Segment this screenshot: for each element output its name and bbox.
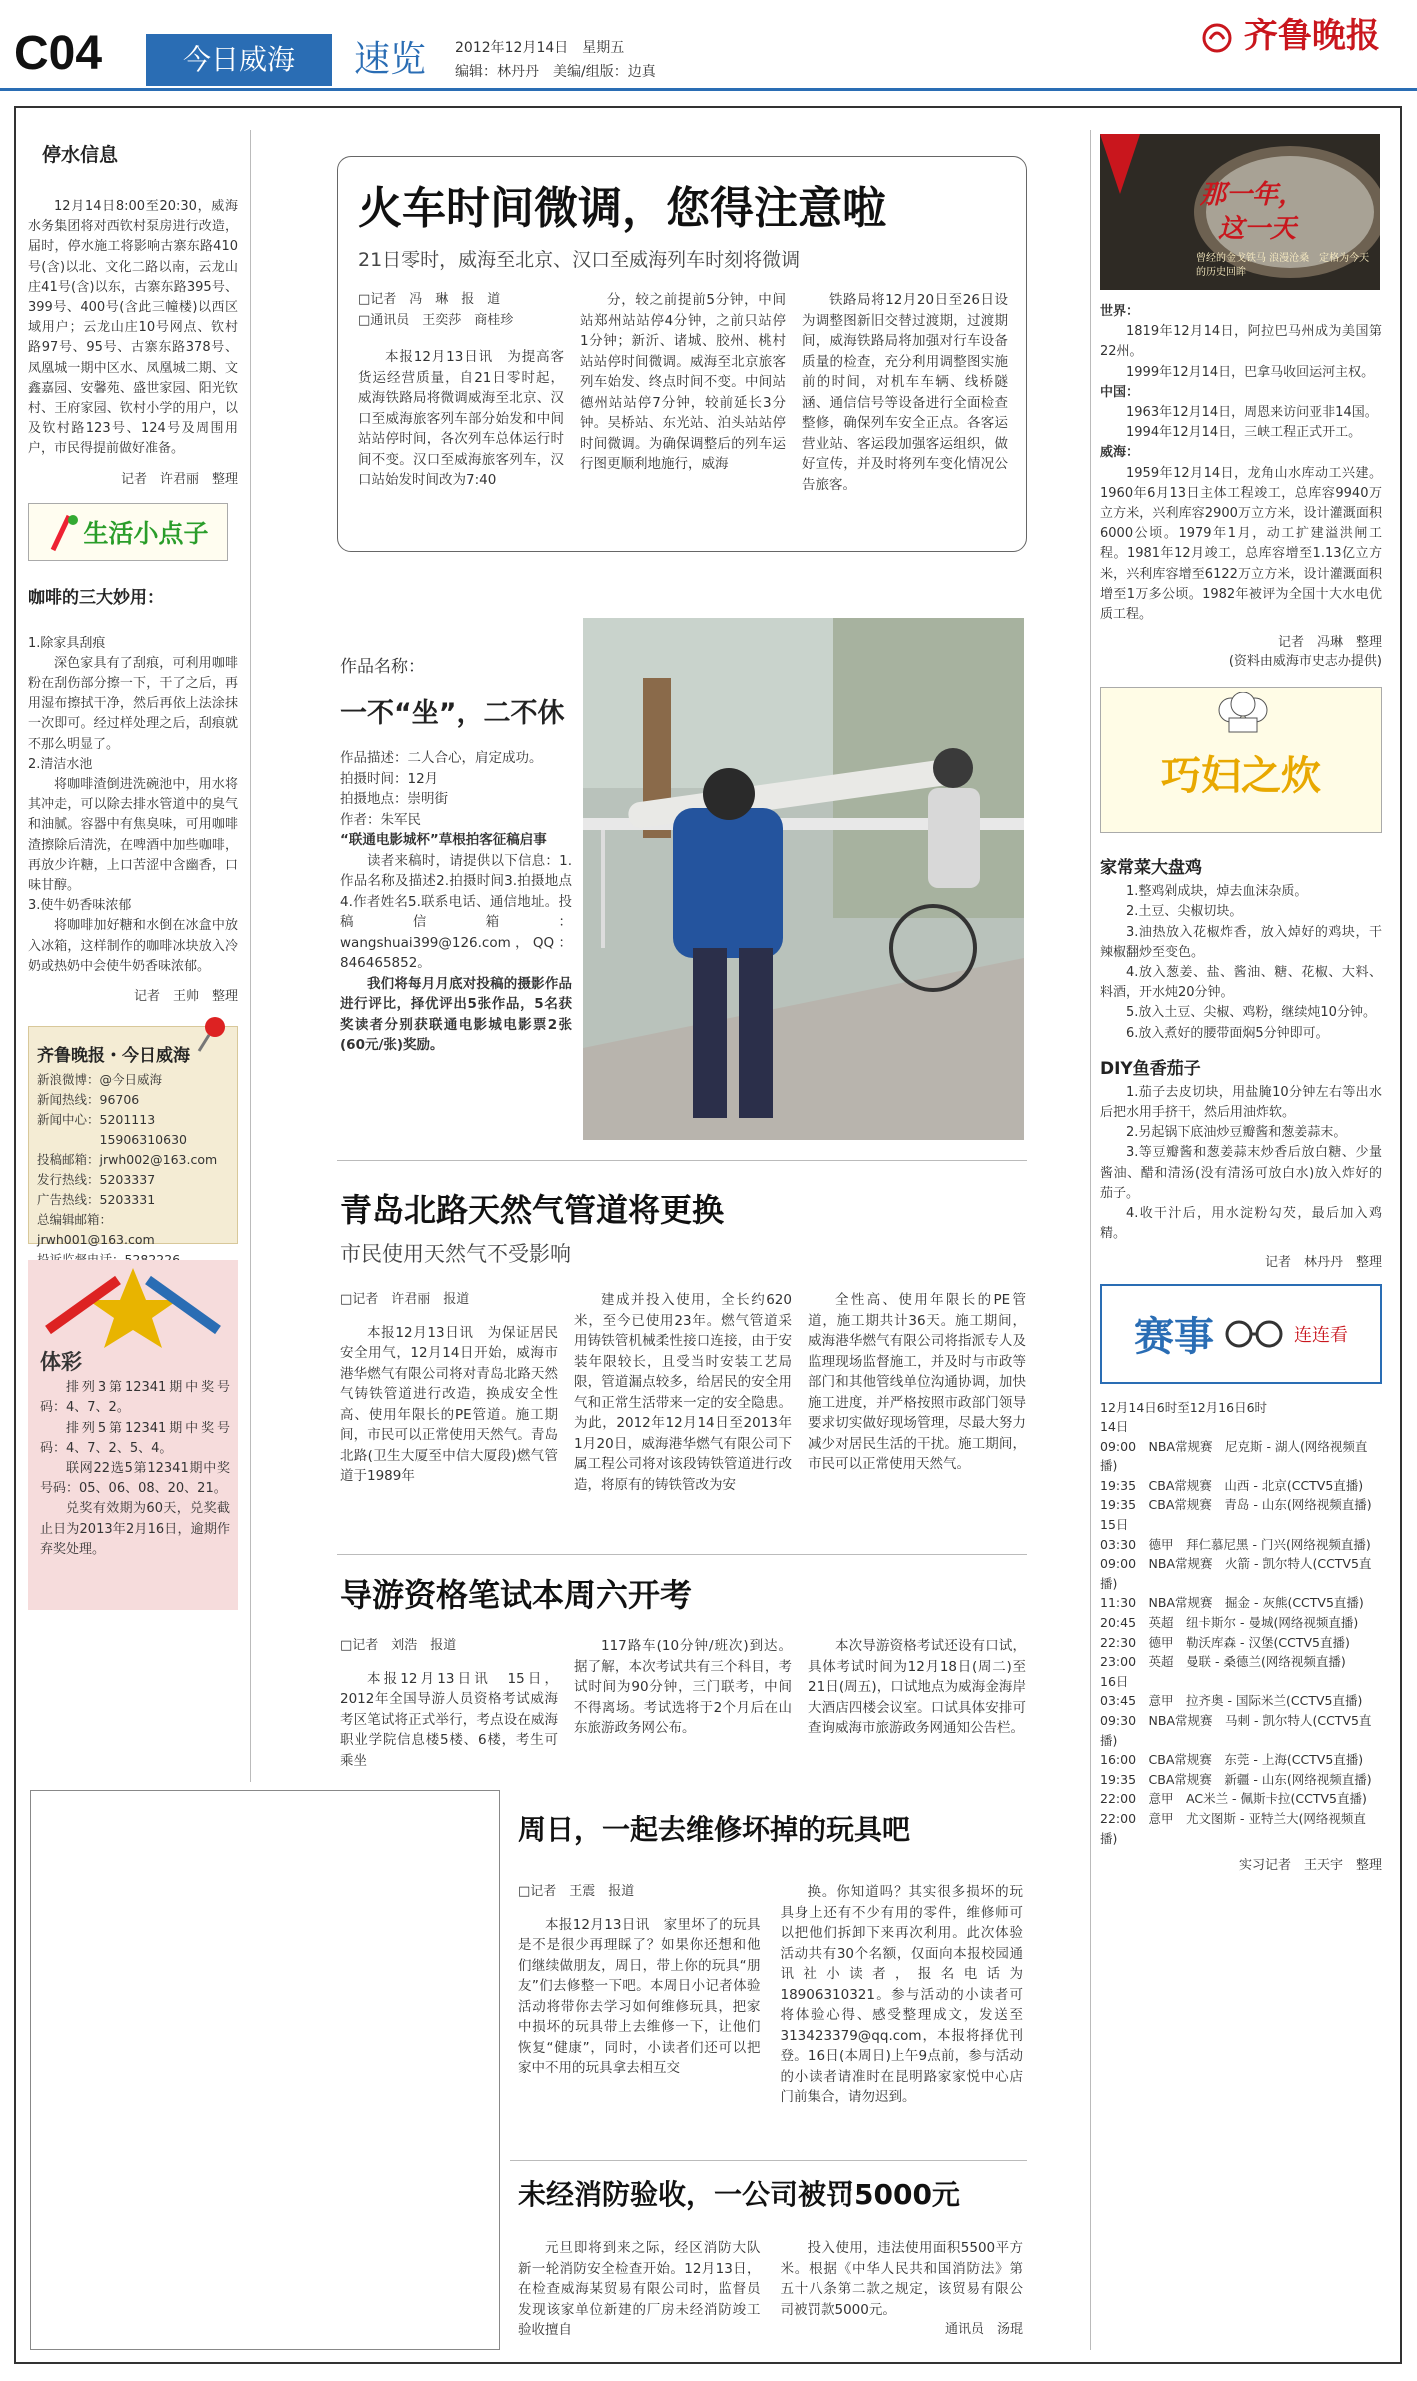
lottery-body: 排列3第12341期中奖号码：4、7、2。 排列5第12341期中奖号码：4、7、2、5、4。 联网22选5第12341期中奖号码：05、06、08、20、21。 兑奖有效期为60天，兑奖截止日为2013年2月16日，逾期作弃奖处理。 xyxy=(40,1380,230,1557)
logo-swirl-icon xyxy=(1202,23,1232,53)
history-byline: 记者 冯琳 整理 xyxy=(1277,635,1382,651)
gas-headline: 青岛北路天然气管道将更换 xyxy=(340,1191,725,1229)
photo-label: 作品名称： xyxy=(340,657,425,677)
issue-date: 2012年12月14日 星期五 xyxy=(455,40,625,56)
fire-col-2: 投入使用，违法使用面积5500平方米。根据《中华人民共和国消防法》第五十八条第二款之规定，该贸易有限公司被罚款5000元。 通讯员 汤琨 xyxy=(780,2240,1023,2337)
guide-col-1: □记者 刘浩 报道 本报12月13日讯 15日，2012年全国导游人员资格考试威海考区笔试将正式举行，考点设在威海职业学院信息楼5楼、6楼，考生可乘坐 xyxy=(340,1638,558,1769)
schedule-row: 03:45 意甲 拉齐奥 - 国际米兰(CCTV5直播) xyxy=(1100,1693,1363,1709)
dish2-steps: 1.茄子去皮切块，用盐腌10分钟左右等出水后把水用手挤干，然后用油炸软。 2.另起锅下底油炒豆瓣酱和葱姜蒜末。 3.等豆瓣酱和葱姜蒜末炒香后放白糖、少量酱油、醋和清汤(没有清汤可放白水)放入炸好的茄子。 4.收干汁后，用水淀粉勾芡，最后加入鸡精。 xyxy=(1100,1084,1382,1242)
guide-headline: 导游资格笔试本周六开考 xyxy=(340,1576,693,1614)
history-source: (资料由威海市史志办提供) xyxy=(1228,654,1382,670)
contact-title: 齐鲁晚报・今日威海 xyxy=(37,1046,190,1067)
schedule-row: 14日 xyxy=(1100,1419,1129,1435)
train-headline: 火车时间微调，您得注意啦 xyxy=(358,183,886,234)
street-scene-image xyxy=(583,618,1024,1140)
dish-byline: 记者 林丹丹 整理 xyxy=(1264,1254,1382,1270)
left-divider xyxy=(250,130,251,1782)
guide-top-rule xyxy=(337,1554,1027,1555)
photo-feature-text xyxy=(340,652,572,1132)
schedule-row: 09:00 NBA常规赛 火箭 - 凯尔特人(CCTV5直播) xyxy=(1100,1556,1372,1591)
guide-body xyxy=(340,1636,1026,1776)
fire-headline: 未经消防验收，一公司被罚5000元 xyxy=(518,2178,960,2211)
schedule-row: 22:00 意甲 AC米兰 - 佩斯卡拉(CCTV5直播) xyxy=(1100,1791,1367,1807)
chef-hat-icon xyxy=(1215,692,1271,736)
pencil-figure-icon xyxy=(47,512,83,552)
section-name: 今日威海 xyxy=(146,34,332,86)
photo-info: 作品描述：二人合心，肩定成功。 拍摄时间：12月 拍摄地点：崇明街 作者：朱军民 “联通电影城杯”草根拍客征稿启事 读者来稿时，请提供以下信息：1.作品名称及描述2.拍摄时间3.拍摄地点4.作者姓名5.联系电话、通信地址。投稿信箱：wangshuai399@126.com，QQ：846465852。 我们将每月月底对投稿的摄影作品进行评比，择优评出5张作品，5名获奖读者分别获联通电影城电影票2张(60元/张)奖励。 xyxy=(340,750,572,1053)
schedule-row: 22:30 德甲 勒沃库森 - 汉堡(CCTV5直播) xyxy=(1100,1634,1350,1650)
blank-ad-area xyxy=(30,1790,500,2350)
gas-top-rule xyxy=(337,1160,1027,1161)
pushpin-icon xyxy=(195,1015,231,1055)
schedule-row: 09:30 NBA常规赛 马刺 - 凯尔特人(CCTV5直播) xyxy=(1100,1713,1372,1748)
gas-col-1: □记者 许君丽 报道 本报12月13日讯 为保证居民安全用气，12月14日开始，威海市港华燃气有限公司将对青岛北路天然气铸铁管道进行改造，换成安全性高、使用年限长的PE管道。施工期间，市民可以正常使用天然气。青岛北路(卫生大厦至中信大厦段)燃气管道于1989年 xyxy=(340,1292,558,1484)
header-meta xyxy=(455,36,656,84)
newspaper-logo: 齐鲁晚报 xyxy=(1202,8,1380,57)
coffee-byline: 记者 王帅 整理 xyxy=(133,989,238,1005)
schedule-row: 15日 xyxy=(1100,1517,1129,1533)
toys-body xyxy=(518,1882,1023,2105)
street-photo xyxy=(583,618,1024,1140)
toys-col-1: □记者 王震 报道 本报12月13日讯 家里坏了的玩具是不是很少再理睬了？如果你还想和他们继续做朋友，周日，带上你的玩具“朋友”们去修整一下吧。本周日小记者体验活动将带你去学习如何维修玩具，把家中损坏的玩具带上去维修一下，让他们恢复“健康”，同时，小读者们还可以把家中不用的玩具拿去相互交 xyxy=(518,1884,761,2076)
water-stop-body: 12月14日8:00至20:30，威海水务集团将对西钦村泵房进行改造，届时，停水施工将影响古寨东路410号(含)以北、文化二路以南，云龙山庄41号(含)以东，古寨东路395号、399号、400号(含此三幢楼)以西区域用户；云龙山庄10号网点、钦村路97号、95号、古寨东路378号、凤凰城一期中区水、凤凰城二期、文鑫嘉园、安馨苑、盛世家园、阳光钦村、王府家园、钦村小学的用户，以及钦村路123号、124号及周围用户，市民得提前做好准备。 xyxy=(28,199,238,457)
fire-body xyxy=(518,2238,1023,2338)
schedule-row: 19:35 CBA常规赛 山西 - 北京(CCTV5直播) xyxy=(1100,1477,1364,1493)
gas-col-3: 全性高、使用年限长的PE管道，施工期共计36天。施工期间，威海港华燃气有限公司将指派专人及监理现场监督施工，并及时与市政等部门和其他管线单位沟通协调，加快施工进度，并严格按照市政部门领导要求切实做好现场管理，尽最大努力减少对居民生活的干扰。施工期间，市民可以正常使用天然气。 xyxy=(808,1292,1026,1472)
gas-subhead: 市民使用天然气不受影响 xyxy=(340,1242,571,1266)
gas-body xyxy=(340,1290,1026,1542)
life-tips-logo: 生活小点子 xyxy=(28,503,228,561)
page-header xyxy=(0,0,1417,92)
train-col-2: 分，较之前提前5分钟，中间站郑州站站停4分钟，之前只站停1分钟；新沂、诸城、胶州、桃村站站停时间微调。威海至北京旅客列车始发、终点时间不变。中间站德州站站停7分钟，较前延长3分钟。吴桥站、东光站、泊头站站停时间微调。为确保调整后的列车运行图更顺利地施行，威海 xyxy=(580,292,786,472)
lottery-title: 体彩 xyxy=(40,1350,82,1375)
schedule-row: 19:35 CBA常规赛 新疆 - 山东(网络视频直播) xyxy=(1100,1771,1372,1787)
right-divider xyxy=(1090,130,1091,2350)
schedule-row: 22:00 意甲 尤文图斯 - 亚特兰大(网络视频直播) xyxy=(1100,1810,1366,1846)
coffee-title: 咖啡的三大妙用： xyxy=(28,587,164,608)
coffee-item: 1.除家具刮痕 深色家具有了刮痕，可利用咖啡粉在刮伤部分擦一下，干了之后，再用湿布擦拭干净，然后再依上法涂抹一次即可。经过样处理之后，刮痕就不那么明显了。 xyxy=(28,635,238,752)
water-stop-title: 停水信息 xyxy=(42,144,119,166)
train-body xyxy=(358,290,1008,544)
contact-card xyxy=(28,1026,238,1248)
history-title-2: 这一天 xyxy=(1218,214,1297,244)
sports-byline: 实习记者 王天宇 整理 xyxy=(1238,1858,1382,1874)
coffee-item: 2.清洁水池 将咖啡渣倒进洗碗池中，用水将其冲走，可以除去排水管道中的臭气和油腻。容器中有焦臭味，可用咖啡渣擦除后清洗，在啤酒中加些咖啡，再放少许糖，上口苦涩中含幽香，口味甘醇。 xyxy=(28,756,238,894)
subsection-name: 速览 xyxy=(353,39,426,80)
lottery-box xyxy=(28,1260,238,1610)
schedule-row: 16:00 CBA常规赛 东莞 - 上海(CCTV5直播) xyxy=(1100,1752,1364,1768)
guide-col-3: 本次导游资格考试还设有口试，具体考试时间为12月18日(周二)至21日(周五)，口试地点为威海金海岸大酒店四楼会议室。口试具体安排可查询威海市旅游政务网通知公告栏。 xyxy=(808,1638,1026,1736)
sports-logo: 赛事 连连看 xyxy=(1100,1284,1382,1384)
guide-col-2: 117路车(10分钟/班次)到达。据了解，本次考试共有三个科目，考试时间为90分钟，三门联考，中间不得离场。考试选将于2个月后在山东旅游政务网公布。 xyxy=(574,1638,792,1736)
lottery-star-icon xyxy=(28,1260,238,1350)
schedule-row: 09:00 NBA常规赛 尼克斯 - 湖人(网络视频直播) xyxy=(1100,1438,1368,1474)
history-banner xyxy=(1100,134,1380,290)
toys-col-2: 换。你知道吗？其实很多损坏的玩具身上还有不少有用的零件，维修师可以把他们拆卸下来再次利用。此次体验活动共有30个名额，仅面向本报校园通讯社小读者，报名电话为18906310321。参与活动的小读者可将体验心得、感受整理成文，发送至313423379@qq.com，本报将择优刊登。16日(本周日)上午9点前，参与活动的小读者请准时在昆明路家家悦中心店门前集合，请勿迟到。 xyxy=(780,1884,1023,2105)
toys-headline: 周日，一起去维修坏掉的玩具吧 xyxy=(518,1813,911,1846)
history-title-1: 那一年， xyxy=(1200,180,1305,210)
schedule-row: 03:30 德甲 拜仁慕尼黑 - 门兴(网络视频直播) xyxy=(1100,1536,1371,1552)
history-tagline: 曾经的金戈铁马 浪漫沧桑 定格为今天的历史回眸 xyxy=(1196,253,1370,278)
contact-lines: 新浪微博：@今日威海 新闻热线：96706 新闻中心：5201113 15906310630 投稿邮箱：jrwh002@163.com 发行热线：5203337 广告热线：5203331 总编辑邮箱：jrwh001@163.com xyxy=(37,1072,218,1248)
photo-title: 一不“坐”，二不休 xyxy=(340,698,565,729)
header-rule xyxy=(0,88,1417,91)
coffee-item: 3.使牛奶香味浓郁 将咖啡加好糖和水倒在冰盒中放入冰箱，这样制作的咖啡冰块放入冷奶或热奶中会使牛奶香味浓郁。 xyxy=(28,898,238,974)
sports-schedule: 12月14日6时至12月16日6时 14日 09:00 NBA常规赛 尼克斯 - 湖人(网络视频直播) 19:35 CBA常规赛 山西 - 北京(CCTV5直播) 19:35 CBA常规赛 青岛 - 山东(网络视频直播) 15日 03:30 德甲 拜仁慕尼黑 - 门兴(网络视频直播) 09:00 NBA常规赛 火箭 - 凯尔特人(CCTV5直播) 11:30 NBA常规赛 掘金 - 灰熊(CCTV5直播) 20:45 英超 纽卡斯尔 - 曼城(网络视频直播) 22:30 德甲 勒沃库森 - 汉堡(CCTV5直播) 23:00 英超 曼联 - 桑德兰(网络视频直播) 16日 03:45 意甲 拉齐奥 - 国际米兰(CCTV5直播) 09:30 NBA常规赛 马刺 - 凯尔特人(CCTV5直播) 16:00 CBA常规赛 东莞 - 上海(CCTV5直播) 19:35 CBA常规赛 新疆 - 山东(网络视频直播) 22:00 意甲 AC米兰 - 佩斯卡拉(CCTV5直播) 22:00 意甲 尤文图斯 - 亚特兰大(网络视频直播) xyxy=(1100,1398,1382,1849)
schedule-row: 19:35 CBA常规赛 青岛 - 山东(网络视频直播) xyxy=(1100,1497,1372,1513)
schedule-row: 16日 xyxy=(1100,1673,1129,1689)
train-col-3: 铁路局将12月20日至26日设为调整图新旧交替过渡期，过渡期间，威海铁路局将加强对行车设备质量的检查，充分利用调整图实施前的时间，对机车车辆、线桥隧涵、通信信号等设备进行全面检查整修，确保列车安全正点。各客运营业站、客运段加强客运组织，做好宣传，并及时将列车变化情况公告旅客。 xyxy=(802,292,1008,493)
schedule-row: 23:00 英超 曼联 - 桑德兰(网络视频直播) xyxy=(1100,1654,1346,1670)
gas-col-2: 建成并投入使用，全长约620米，至今已使用23年。燃气管道采用铸铁管机械柔性接口连接，由于安装年限较长，且受当时安装工艺局限，管道漏点较多，给居民的安全用气和正常生活带来一定的安全隐患。为此，2012年12月14日至2013年1月20日，威海港华燃气有限公司下属工程公司将对该段铸铁管道进行改造，将原有的铸铁管改为安 xyxy=(574,1292,792,1493)
glasses-icon xyxy=(1224,1316,1284,1352)
dish1-title: 家常菜大盘鸡 xyxy=(1100,858,1202,879)
train-subhead: 21日零时，威海至北京、汉口至威海列车时刻将微调 xyxy=(358,249,801,271)
coffee-list xyxy=(28,634,238,977)
fire-top-rule xyxy=(510,2160,1027,2161)
water-stop-byline: 记者 许君丽 整理 xyxy=(120,471,238,487)
schedule-row: 20:45 英超 纽卡斯尔 - 曼城(网络视频直播) xyxy=(1100,1615,1359,1631)
history-body: 世界： 1819年12月14日，阿拉巴马州成为美国第22州。 1999年12月14日，巴拿马收回运河主权。 中国： 1963年12月14日，周恩来访问亚非14国。 1994年12月14日，三峡工程正式开工。 威海： 1959年12月14日，龙角山水库动工兴建。1960年6月13日主体工程竣工，总库容9940万立方米，兴利库容2900万立方米，设计灌溉面积6000公顷。1979年1月，动工扩建溢洪闸工程。1981年12月竣工，总库容增至1.13亿立方米，兴利库容增至6122万立方米，设计灌溉面积增至1万多公顷。1982年被评为全国十大水电优质工程。 xyxy=(1100,304,1382,623)
editors-line: 编辑：林丹丹 美编/组版：边真 xyxy=(455,64,656,80)
dish2-title: DIY鱼香茄子 xyxy=(1100,1058,1201,1079)
schedule-row: 11:30 NBA常规赛 掘金 - 灰熊(CCTV5直播) xyxy=(1100,1595,1364,1611)
page-number: C04 xyxy=(14,27,103,80)
dish1-steps: 1.整鸡剁成块，焯去血沫杂质。 2.土豆、尖椒切块。 3.油热放入花椒炸香，放入焯好的鸡块，干辣椒翻炒至变色。 4.放入葱姜、盐、酱油、糖、花椒、大料、料酒，开水炖20分钟。 5.放入土豆、尖椒、鸡粉，继续炖10分钟。 6.放入煮好的腰带面焖5分钟即可。 xyxy=(1100,884,1382,1041)
fire-col-1: 元旦即将到来之际，经区消防大队新一轮消防安全检查开始。12月13日，在检查威海某贸易有限公司时，监督员发现该家单位新建的厂房未经消防竣工验收擅自 xyxy=(518,2240,761,2338)
train-col-1: □记者 冯 琳 报 道 □通讯员 王奕莎 商桂珍 本报12月13日讯 为提高客货运经营质量，自21日零时起，威海铁路局将微调威海至北京、汉口至威海旅客列车部分始发和中间站站停时间，各次列车总体运行时间不变。汉口至威海旅客列车，汉口站始发时间改为7:40 xyxy=(358,292,564,488)
right-column xyxy=(1100,134,1392,2354)
cooking-logo: 巧妇之炊 xyxy=(1100,687,1382,833)
